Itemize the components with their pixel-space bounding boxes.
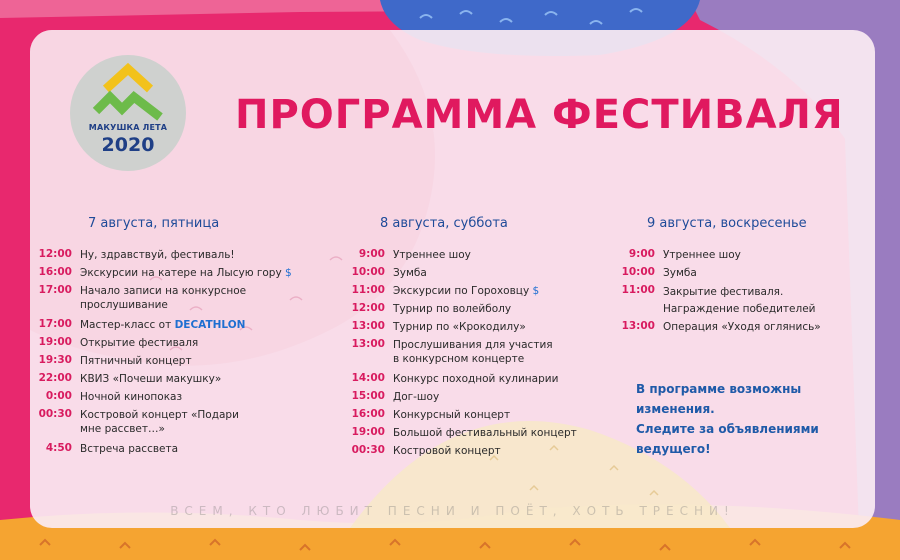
event-text: Утреннее шоу <box>393 249 471 261</box>
event-text: Зумба <box>663 267 697 279</box>
event-time: 17:00 <box>38 284 72 296</box>
event-text: Ночной кинопоказ <box>80 391 183 403</box>
program-card <box>30 30 875 528</box>
event-label: Экскурсии по Гороховцу <box>393 285 530 297</box>
logo-year: 2020 <box>101 134 155 156</box>
paid-icon: $ <box>532 285 540 297</box>
event-time: 0:00 <box>45 390 72 402</box>
event-text: Пятничный концерт <box>80 355 192 367</box>
event-time: 14:00 <box>351 372 385 384</box>
event-text: Закрытие фестиваля. Награждение победителей <box>663 286 816 315</box>
event-time: 16:00 <box>38 266 72 278</box>
event-time: 16:00 <box>351 408 385 420</box>
event-time: 13:00 <box>621 320 655 332</box>
event-text: Зумба <box>393 267 427 279</box>
event-text: КВИЗ «Почеши макушку» <box>80 373 222 385</box>
event-text: Большой фестивальный концерт <box>393 427 577 439</box>
event-text: Ну, здравствуй, фестиваль! <box>80 249 235 261</box>
page-title: ПРОГРАММА ФЕСТИВАЛЯ <box>235 92 844 138</box>
notice-line: изменения. <box>636 402 715 416</box>
event-time: 19:00 <box>38 336 72 348</box>
event-time: 4:50 <box>45 442 72 454</box>
event-text: Операция «Уходя оглянись» <box>663 321 821 333</box>
event-time: 19:30 <box>38 354 72 366</box>
event-time: 17:00 <box>38 318 72 330</box>
event-text: Турнир по «Крокодилу» <box>393 321 526 333</box>
event-text: Турнир по волейболу <box>393 303 512 315</box>
logo-name: МАКУШКА ЛЕТА <box>88 123 168 132</box>
event-text: Конкурс походной кулинарии <box>393 373 559 385</box>
event-time: 12:00 <box>38 248 72 260</box>
event-label: Мастер-класс от <box>80 319 172 331</box>
event-time: 10:00 <box>351 266 385 278</box>
event-text: Начало записи на конкурсное прослушивание <box>80 285 247 311</box>
event-time: 00:30 <box>38 408 72 420</box>
event-text: Костровой концерт «Подари мне рассвет…» <box>80 409 239 435</box>
event-text: Конкурсный концерт <box>393 409 511 421</box>
event-text <box>393 284 643 298</box>
event-time: 13:00 <box>351 338 385 350</box>
day-heading: 9 августа, воскресенье <box>647 216 807 231</box>
event-text: Открытие фестиваля <box>80 337 199 349</box>
slogan: ВСЕМ, КТО ЛЮБИТ ПЕСНИ И ПОЁТ, ХОТЬ ТРЕСНИ! <box>170 504 735 518</box>
event-text <box>80 318 330 332</box>
festival-logo <box>70 55 186 171</box>
event-time: 13:00 <box>351 320 385 332</box>
event-label: Экскурсии на катере на Лысую гору <box>80 267 282 279</box>
event-text <box>80 266 330 280</box>
notice-line: В программе возможны <box>636 382 802 396</box>
event-time: 22:00 <box>38 372 72 384</box>
event-time: 12:00 <box>351 302 385 314</box>
event-text: Утреннее шоу <box>663 249 741 261</box>
event-time: 11:00 <box>621 284 655 296</box>
decathlon-brand: DECATHLON <box>174 319 246 331</box>
event-time: 9:00 <box>628 248 655 260</box>
notice-line: ведущего! <box>636 442 711 456</box>
day-heading: 8 августа, суббота <box>380 216 508 231</box>
event-time: 9:00 <box>358 248 385 260</box>
event-text: Костровой концерт <box>393 445 501 457</box>
event-text: Дог-шоу <box>393 391 440 403</box>
event-time: 00:30 <box>351 444 385 456</box>
event-time: 11:00 <box>351 284 385 296</box>
event-time: 15:00 <box>351 390 385 402</box>
notice-line: Следите за объявлениями <box>636 422 819 436</box>
program-changes-notice <box>636 379 856 459</box>
event-text: Встреча рассвета <box>80 443 179 455</box>
event-time: 10:00 <box>621 266 655 278</box>
event-time: 19:00 <box>351 426 385 438</box>
event-text: Прослушивания для участия в конкурсном концерте <box>393 339 553 365</box>
paid-icon: $ <box>285 267 292 279</box>
day-heading: 7 августа, пятница <box>88 216 220 231</box>
